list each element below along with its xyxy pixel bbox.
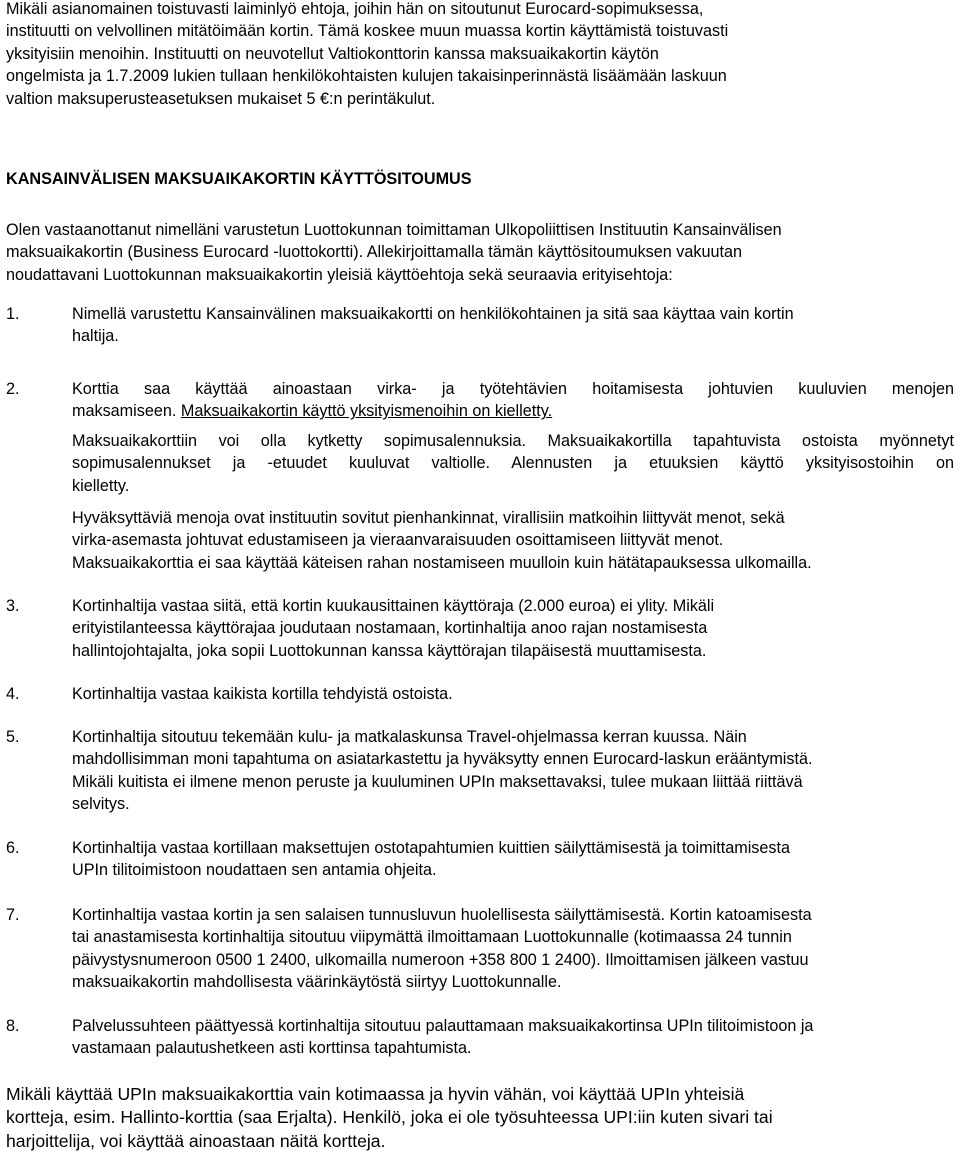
item-text [72,726,954,816]
item-subparagraph [72,430,954,497]
intro-line: ongelmista ja 1.7.2009 lukien tullaan henkilökohtaisten kulujen takaisinperinnästä lisäämään laskuun [6,67,727,86]
item-number: 6. [6,839,20,857]
item-line: hallintojohtajalta, joka sopii Luottokunnan kanssa käyttörajan tilapäisestä muuttamisesta. [72,641,707,660]
item-number: 8. [6,1017,20,1035]
item-text [72,378,954,423]
document-heading: KANSAINVÄLISEN MAKSUAIKAKORTIN KÄYTTÖSITOUMUS [6,170,472,188]
item-number: 2. [6,380,20,398]
item-text [72,595,954,662]
item-line: erityistilanteessa käyttörajaa joudutaan nostamaan, kortinhaltija anoo rajan nostamisesta [72,619,708,638]
item-line: Nimellä varustettu Kansainvälinen maksuaikakortti on henkilökohtainen ja sitä saa käyttaa vain kortin [72,305,794,323]
intro-line: Mikäli asianomainen toistuvasti laiminlyö ehtoja, joihin hän on sitoutunut Eurocard-sopimuksessa, [6,0,704,18]
item-line: haltija. [72,327,119,346]
item-text [72,1015,954,1060]
item-line: Kortinhaltija vastaa kortillaan maksettujen ostotapahtumien kuittien säilyttämisestä ja toimittamisesta [72,839,790,857]
closing-line: kortteja, esim. Hallinto-korttia (saa Erjalta). Henkilö, joka ei ole työsuhteessa UPI:iin kuten sivari tai [6,1107,773,1128]
item-line: sopimusalennukset ja -etuudet kuuluvat valtiolle. Alennusten ja etuuksien käyttö yksityisostoihin on [72,454,954,473]
item-line: maksuaikakortin mahdollisesta väärinkäytöstä siirtyy Luottokunnalle. [72,973,562,992]
item-line: Mikäli kuitista ei ilmene menon peruste ja kuuluminen UPIn maksettavaksi, tulee mukaan liittää riittävä [72,772,803,791]
item-line: Korttia saa käyttää ainoastaan virka- ja työtehtävien hoitamisesta johtuvien kuuluvien menojen [72,380,954,398]
item-line: vastamaan palautushetkeen asti korttinsa tapahtumista. [72,1039,472,1058]
item-line: virka-asemasta johtuvat edustamiseen ja vieraanvaraisuuden osoittamiseen liittyvät menot. [72,531,724,550]
item-text [72,904,954,994]
item-number: 4. [6,685,20,703]
item-line: Maksuaikakorttia ei saa käyttää käteisen rahan nostamiseen muulloin kuin hätätapauksessa ulkomailla. [72,553,812,572]
commitment-paragraph [6,219,954,286]
item-line: Palvelussuhteen päättyessä kortinhaltija sitoutuu palauttamaan maksuaikakortinsa UPIn tilitoimistoon ja [72,1017,814,1035]
item-text [72,683,954,705]
commitment-line: noudattavani Luottokunnan maksuaikakortin yleisiä käyttöehtoja sekä seuraavia erityisehtoja: [6,265,673,284]
item-number: 3. [6,597,20,615]
closing-line: Mikäli käyttää UPIn maksuaikakorttia vain kotimaassa ja hyvin vähän, voi käyttää UPIn yhteisiä [6,1084,745,1104]
intro-line: instituutti on velvollinen mitätöimään kortin. Tämä koskee muun muassa kortin käyttämistä toistuvasti [6,22,729,41]
item-subparagraph [72,507,954,574]
item-line: Kortinhaltija vastaa siitä, että kortin kuukausittainen käyttöraja (2.000 euroa) ei ylity. Mikäli [72,597,715,615]
item-line: tai anastamisesta kortinhaltija sitoutuu viipymättä ilmoittamaan Luottokunnalle (kotimaassa 24 tunnin [72,928,792,947]
item-line: UPIn tilitoimistoon noudattaen sen antamia ohjeita. [72,861,437,880]
item-line-plain: maksamiseen. [72,402,177,421]
item-line [72,400,954,422]
item-line: Kortinhaltija sitoutuu tekemään kulu- ja matkalaskunsa Travel-ohjelmassa kerran kuussa. Näin [72,728,747,746]
item-text [72,837,954,882]
item-line: Maksuaikakorttiin voi olla kytketty sopimusalennuksia. Maksuaikakortilla tapahtuvista ostoista myönnetyt [72,432,954,450]
closing-paragraph [6,1083,954,1153]
item-number: 5. [6,728,20,746]
item-line: kielletty. [72,476,130,495]
item-line: mahdollisimman moni tapahtuma on asiatarkastettu ja hyväksytty ennen Eurocard-laskun erääntymistä. [72,750,813,769]
item-line: Hyväksyttäviä menoja ovat instituutin sovitut pienhankinnat, virallisiin matkoihin liittyvät menot, sekä [72,509,785,527]
intro-line: yksityisiin menoihin. Instituutti on neuvotellut Valtiokonttorin kanssa maksuaikakortin käytön [6,44,659,63]
closing-line: harjoittelija, voi käyttää ainoastaan näitä kortteja. [6,1130,386,1151]
item-line-underlined: Maksuaikakortin käyttö yksityismenoihin on kielletty. [180,402,553,421]
item-line: päivystysnumeroon 0500 1 2400, ulkomailla numeroon +358 800 1 2400). Ilmoittamisen jälkeen vastuu [72,950,809,969]
item-text [72,303,954,348]
commitment-line: Olen vastaanottanut nimelläni varustetun Luottokunnan toimittaman Ulkopoliittisen Instituutin Kansainvälisen [6,221,782,239]
item-number: 7. [6,906,20,924]
item-line: Kortinhaltija vastaa kaikista kortilla tehdyistä ostoista. [72,685,453,703]
intro-line: valtion maksuperusteasetuksen mukaiset 5 €:n perintäkulut. [6,89,436,108]
item-line: selvitys. [72,795,130,814]
intro-paragraph [6,0,954,110]
item-number: 1. [6,305,20,323]
commitment-line: maksuaikakortin (Business Eurocard -luottokortti). Allekirjoittamalla tämän käyttösitoumuksen vakuutan [6,243,742,262]
item-line: Kortinhaltija vastaa kortin ja sen salaisen tunnusluvun huolellisesta säilyttämisestä. Kortin katoamisesta [72,906,812,924]
